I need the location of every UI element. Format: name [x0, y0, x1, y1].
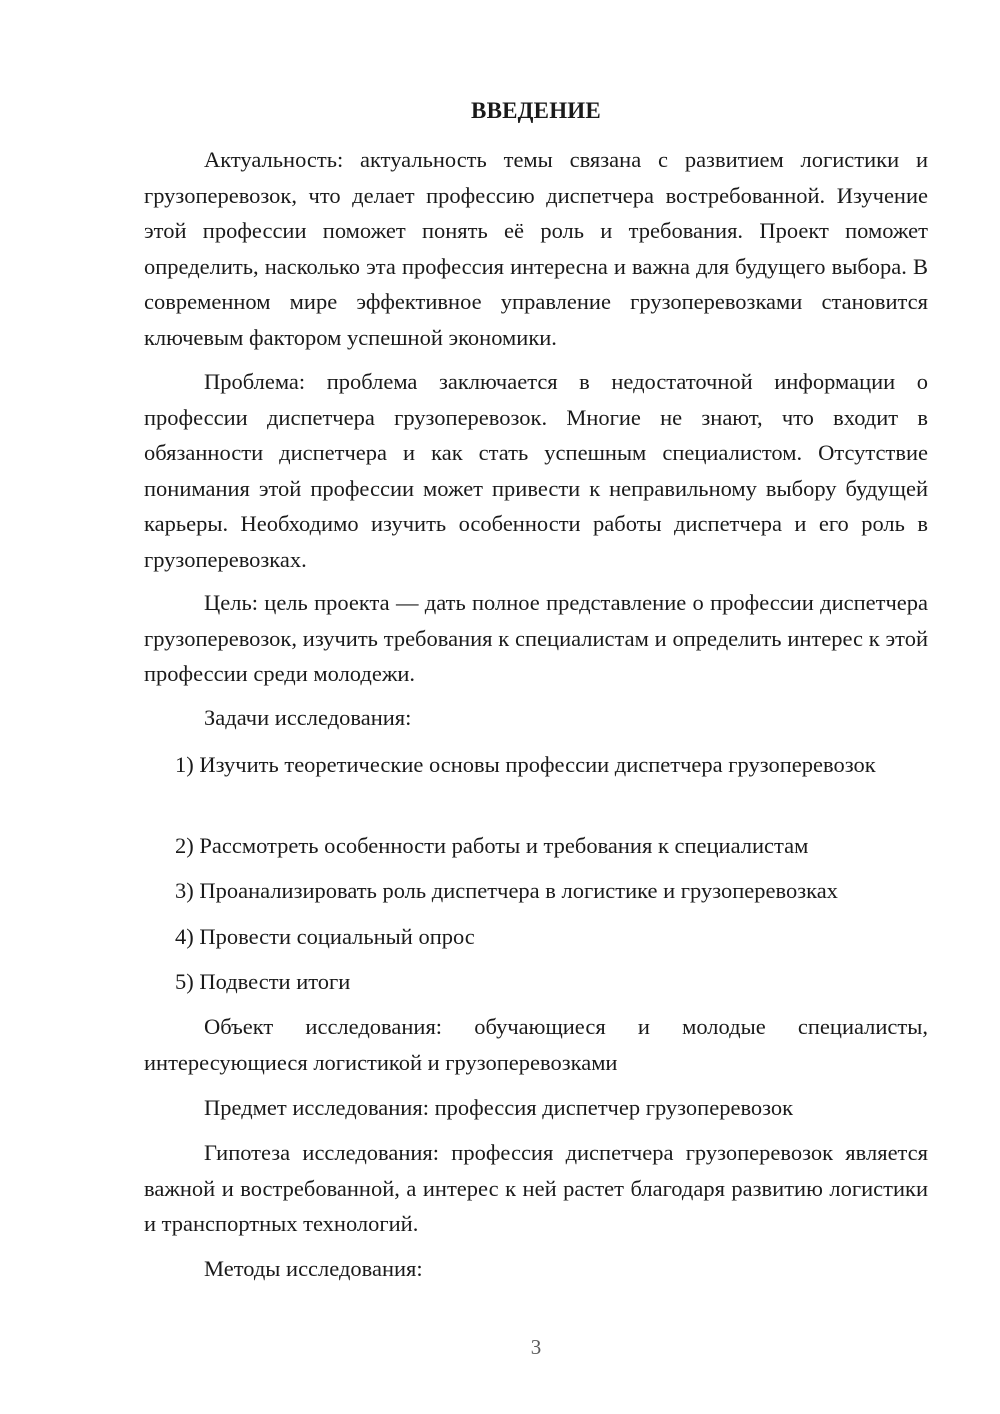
- paragraph-hypothesis: Гипотеза исследования: профессия диспетчера грузоперевозок является важной и востребованной, а интерес к ней растет благодаря развитию логистики и транспортных технологий.: [144, 1140, 928, 1236]
- paragraph-object: Объект исследования: обучающиеся и молодые специалисты, интересующиеся логистикой и грузоперевозками: [144, 1014, 928, 1075]
- task-item-4: 4) Провести социальный опрос: [175, 924, 475, 949]
- task-item-5: 5) Подвести итоги: [175, 969, 351, 994]
- tasks-title: Задачи исследования:: [204, 705, 412, 730]
- paragraph-relevance: Актуальность: актуальность темы связана с развитием логистики и грузоперевозок, что делает профессию диспетчера востребованной. Изучение этой профессии поможет понять её роль и требования. Проект поможет определить, насколько эта профессия интересна и важна для будущего выбора. В современном мире эффективное управление грузоперевозками становится ключевым фактором успешной экономики.: [144, 147, 928, 350]
- paragraph-problem: Проблема: проблема заключается в недостаточной информации о профессии диспетчера грузоперевозок. Многие не знают, что входит в обязанности диспетчера и как стать успешным специалистом. Отсутствие понимания этой профессии может привести к неправильному выбору будущей карьеры. Необходимо изучить особенности работы диспетчера и его роль в грузоперевозках.: [144, 369, 928, 572]
- paragraph-goal: Цель: цель проекта — дать полное представление о профессии диспетчера грузоперевозок, изучить требования к специалистам и определить интерес к этой профессии среди молодежи.: [144, 590, 928, 686]
- task-item-1: 1) Изучить теоретические основы профессии диспетчера грузоперевозок: [175, 752, 876, 777]
- paragraph-methods: Методы исследования:: [204, 1256, 423, 1281]
- task-item-3: 3) Проанализировать роль диспетчера в логистике и грузоперевозках: [175, 878, 838, 903]
- task-item-2: 2) Рассмотреть особенности работы и требования к специалистам: [175, 833, 809, 858]
- paragraph-subject: Предмет исследования: профессия диспетчер грузоперевозок: [204, 1095, 794, 1120]
- section-heading-text: ВВЕДЕНИЕ: [471, 98, 601, 123]
- page-number: 3: [530, 1335, 542, 1359]
- section-heading: [0, 97, 1000, 125]
